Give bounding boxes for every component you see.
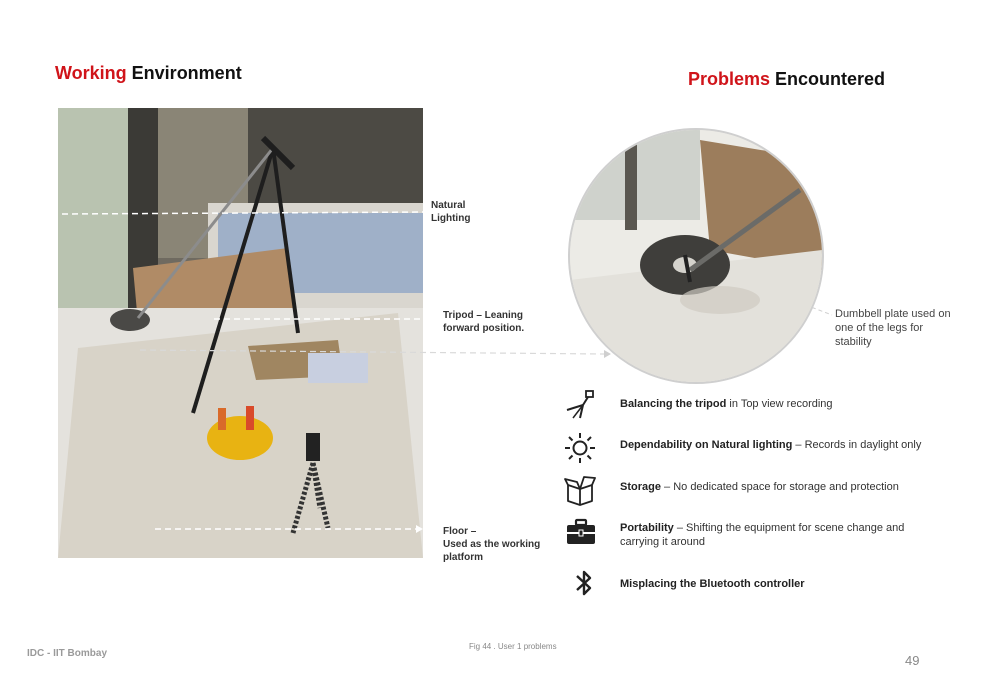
callout-natural-lighting: Natural Lighting xyxy=(431,200,471,224)
floor-arrowhead xyxy=(416,525,423,533)
working-environment-heading: Working Environment xyxy=(55,63,242,83)
callout-floor: Floor – Used as the working platform xyxy=(443,526,541,563)
tripod-icon xyxy=(564,388,596,420)
footer-org: IDC - IIT Bombay xyxy=(27,648,108,659)
bluetooth-icon xyxy=(568,567,600,599)
problems-encountered-heading: Problems Encountered xyxy=(688,69,886,89)
dumbbell-callout-line xyxy=(140,350,604,354)
callout-tripod: Tripod – Leaning forward position. xyxy=(443,310,525,334)
sun-icon xyxy=(564,432,596,464)
problem-bluetooth: Misplacing the Bluetooth controller xyxy=(620,578,805,590)
problem-storage: Storage – No dedicated space for storage and protection xyxy=(620,481,899,493)
box-icon xyxy=(564,474,596,506)
problem-balancing-tripod: Balancing the tripod in Top view recording xyxy=(620,398,833,410)
lighting-callout-line xyxy=(62,212,428,214)
problem-portability: Portability – Shifting the equipment for scene change and carrying it around xyxy=(620,522,905,548)
figure-caption: Fig 44 . User 1 problems xyxy=(469,642,557,651)
briefcase-icon xyxy=(565,516,597,548)
dumbbell-closeup-image xyxy=(568,128,824,384)
problem-natural-lighting: Dependability on Natural lighting – Records in daylight only xyxy=(620,439,922,451)
page-number: 49 xyxy=(905,653,920,668)
dumbbell-note: Dumbbell plate used on one of the legs for stability xyxy=(835,308,951,348)
